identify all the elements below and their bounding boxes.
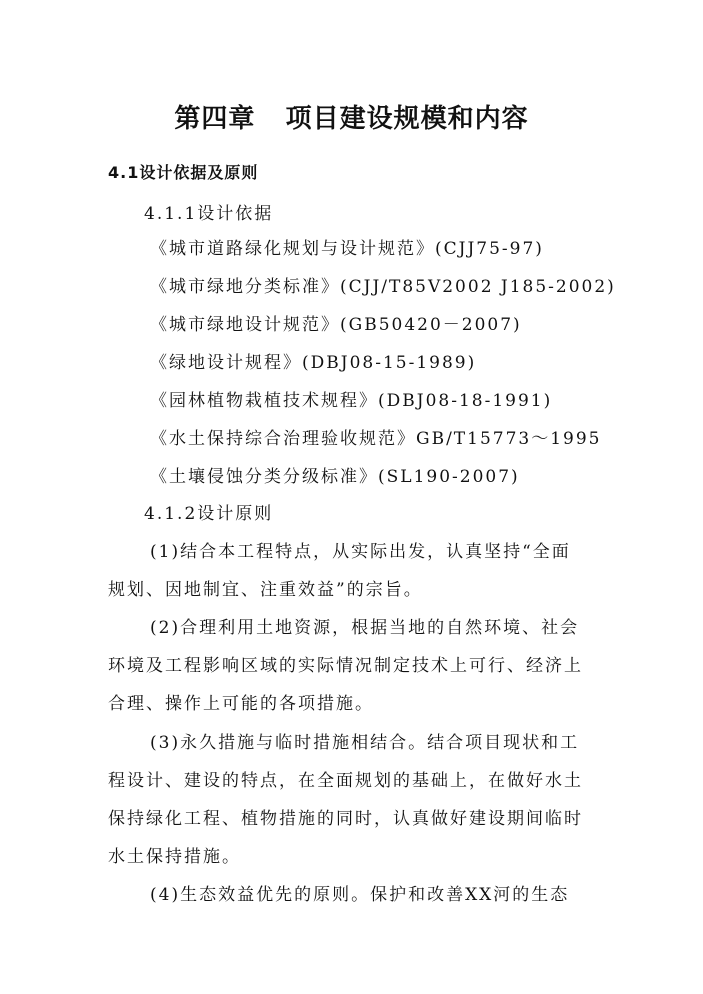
principle-1-line-1: (1)结合本工程特点，从实际出发，认真坚持“全面 — [150, 542, 571, 562]
chapter-title: 第四章 项目建设规模和内容 — [174, 104, 529, 134]
principle-2-line-2: 环境及工程影响区域的实际情况制定技术上可行、经济上 — [108, 656, 583, 676]
principle-2-line-1: (2)合理利用土地资源，根据当地的自然环境、社会 — [150, 618, 580, 638]
reference-item: 《土壤侵蚀分类分级标准》(SL190-2007) — [150, 467, 520, 487]
principle-2-line-3: 合理、操作上可能的各项措施。 — [108, 694, 374, 714]
principle-3-line-2: 程设计、建设的特点，在全面规划的基础上，在做好水土 — [108, 771, 583, 791]
reference-item: 《水土保持综合治理验收规范》GB/T15773～1995 — [150, 429, 602, 449]
reference-item: 《城市绿地设计规范》(GB50420－2007) — [150, 315, 522, 335]
principle-3-line-3: 保持绿化工程、植物措施的同时，认真做好建设期间临时 — [108, 809, 583, 829]
subsection-heading-4-1-2: 4.1.2设计原则 — [144, 504, 274, 524]
principle-4-line-1: (4)生态效益优先的原则。保护和改善XX河的生态 — [150, 885, 570, 905]
principle-3-line-1: (3)永久措施与临时措施相结合。结合项目现状和工 — [150, 733, 580, 753]
reference-item: 《城市绿地分类标准》(CJJ/T85V2002 J185-2002) — [150, 277, 616, 297]
reference-item: 《绿地设计规程》(DBJ08-15-1989) — [150, 353, 477, 373]
section-heading-4-1: 4.1设计依据及原则 — [108, 163, 259, 182]
reference-item: 《城市道路绿化规划与设计规范》(CJJ75-97) — [150, 239, 544, 259]
subsection-heading-4-1-1: 4.1.1设计依据 — [144, 204, 274, 224]
reference-item: 《园林植物栽植技术规程》(DBJ08-18-1991) — [150, 391, 553, 411]
principle-1-line-2: 规划、因地制宜、注重效益”的宗旨。 — [108, 580, 423, 600]
principle-3-line-4: 水土保持措施。 — [108, 847, 241, 867]
